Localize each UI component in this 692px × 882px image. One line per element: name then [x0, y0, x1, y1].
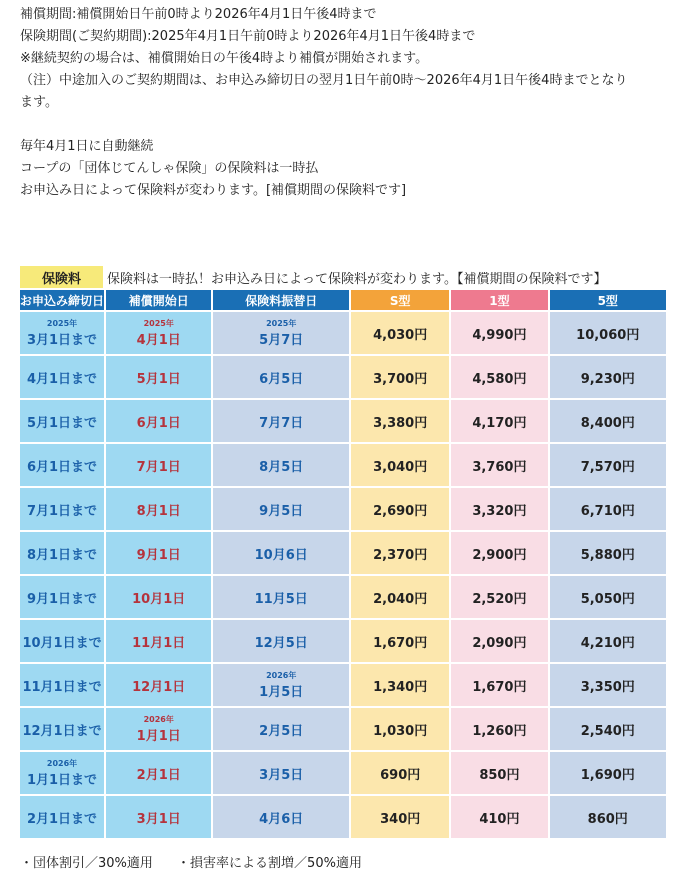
cell-value: 12月1日: [132, 679, 186, 695]
cell-value: 11月5日: [254, 591, 308, 607]
cell-start-date: [106, 664, 211, 706]
cell-s-type-premium: [351, 312, 449, 354]
premium-table: [18, 288, 668, 840]
cell-value: 7月1日: [136, 459, 181, 475]
cell-value: 10月1日: [132, 591, 186, 607]
cell-value: 1月1日まで: [26, 772, 98, 788]
cell-s-type-premium: [351, 444, 449, 486]
cell-value: 1,670円: [373, 635, 428, 651]
cell-value: 4月1日: [136, 332, 181, 348]
cell-transfer-date: [213, 400, 349, 442]
cell-value: 5月1日: [136, 371, 181, 387]
renewal-note: ※継続契約の場合は、補償開始日の午後4時より補償が開始されます。: [20, 51, 429, 66]
cell-value: 4,030円: [373, 327, 428, 343]
cell-value: 3,350円: [580, 679, 635, 695]
cell-deadline: [20, 796, 104, 838]
cell-start-date: [106, 444, 211, 486]
midterm-note-end: ます。: [20, 95, 58, 110]
cell-value: 4,580円: [472, 371, 527, 387]
cell-value: 5月7日: [259, 332, 304, 348]
cell-value: 8月1日: [136, 503, 181, 519]
cell-value: 4,990円: [472, 327, 527, 343]
cell-1-type-premium: [451, 752, 547, 794]
table-row: [20, 620, 666, 662]
cell-s-type-premium: [351, 488, 449, 530]
cell-1-type-premium: [451, 708, 547, 750]
cell-s-type-premium: [351, 532, 449, 574]
cell-1-type-premium: [451, 532, 547, 574]
cell-transfer-date: [213, 752, 349, 794]
caption-note: 保険料は一時払！お申込み日によって保険料が変わります。【補償期間の保険料です】: [107, 271, 607, 287]
table-header-row: [20, 290, 666, 310]
cell-s-type-premium: [351, 664, 449, 706]
premium-tag: 保険料: [20, 266, 103, 288]
cell-value: 9月1日: [136, 547, 181, 563]
cell-value: 2,540円: [580, 723, 635, 739]
year-label: 2026年: [46, 758, 78, 768]
table-row: [20, 312, 666, 354]
cell-value: 1,340円: [373, 679, 428, 695]
cell-value: 10月6日: [254, 547, 308, 563]
cell-start-date: [106, 576, 211, 618]
cell-transfer-date: [213, 664, 349, 706]
cell-transfer-date: [213, 708, 349, 750]
midterm-note: （注）中途加入のご契約期間は、お申込み締切日の翌月1日午前0時～2026年4月1日午後4時までとなり: [20, 73, 628, 88]
cell-value: 1,260円: [472, 723, 527, 739]
cell-transfer-date: [213, 356, 349, 398]
header-start-date: 補償開始日: [106, 290, 211, 310]
cell-value: 8月5日: [259, 459, 304, 475]
lump-sum-note: コープの「団体じてんしゃ保険」の保険料は一時払: [20, 161, 319, 176]
header-1-type: 1型: [451, 290, 547, 310]
cell-value: 2,040円: [373, 591, 428, 607]
cell-value: 2,690円: [373, 503, 428, 519]
cell-s-type-premium: [351, 576, 449, 618]
cell-5-type-premium: [550, 400, 667, 442]
cell-5-type-premium: [550, 752, 667, 794]
cell-value: 3月1日: [136, 811, 181, 827]
table-row: [20, 576, 666, 618]
cell-value: 7,570円: [580, 459, 635, 475]
insurance-period: 保険期間(ご契約期間):2025年4月1日午前0時より2026年4月1日午後4時まで: [20, 29, 476, 44]
loss-ratio-note: ・損害率による割増／50%適用: [177, 856, 362, 871]
cell-value: 1,030円: [373, 723, 428, 739]
cell-deadline: [20, 620, 104, 662]
cell-value: 340円: [380, 811, 421, 827]
cell-value: 4,210円: [580, 635, 635, 651]
cell-value: 6月1日まで: [26, 459, 98, 475]
cell-value: 3月1日まで: [26, 332, 98, 348]
cell-5-type-premium: [550, 576, 667, 618]
cell-value: 850円: [479, 767, 520, 783]
cell-value: 3,380円: [373, 415, 428, 431]
cell-start-date: [106, 400, 211, 442]
cell-5-type-premium: [550, 796, 667, 838]
cell-value: 2,370円: [373, 547, 428, 563]
cell-value: 2,090円: [472, 635, 527, 651]
premium-varies-note: お申込み日によって保険料が変わります。[補償期間の保険料です]: [20, 183, 407, 198]
cell-deadline: [20, 708, 104, 750]
header-transfer-date: 保険料振替日: [213, 290, 349, 310]
footnotes: [20, 852, 382, 871]
cell-1-type-premium: [451, 664, 547, 706]
cell-transfer-date: [213, 312, 349, 354]
cell-5-type-premium: [550, 444, 667, 486]
table-caption: [20, 266, 666, 288]
cell-value: 3,760円: [472, 459, 527, 475]
cell-deadline: [20, 576, 104, 618]
table-row: [20, 400, 666, 442]
cell-1-type-premium: [451, 444, 547, 486]
cell-deadline: [20, 532, 104, 574]
cell-value: 4月6日: [259, 811, 304, 827]
cell-value: 2月5日: [259, 723, 304, 739]
cell-deadline: [20, 312, 104, 354]
cell-start-date: [106, 796, 211, 838]
table-row: [20, 356, 666, 398]
cell-transfer-date: [213, 620, 349, 662]
cell-5-type-premium: [550, 356, 667, 398]
cell-value: 10,060円: [576, 327, 640, 343]
cell-value: 1月5日: [259, 684, 304, 700]
cell-value: 9月1日まで: [26, 591, 98, 607]
cell-s-type-premium: [351, 356, 449, 398]
cell-s-type-premium: [351, 620, 449, 662]
cell-5-type-premium: [550, 664, 667, 706]
table-row: [20, 664, 666, 706]
cell-value: 2,520円: [472, 591, 527, 607]
cell-value: 3月5日: [259, 767, 304, 783]
table-row: [20, 532, 666, 574]
header-5-type: 5型: [550, 290, 667, 310]
header-deadline: お申込み締切日: [20, 290, 104, 310]
cell-value: 6,710円: [580, 503, 635, 519]
coverage-period: 補償期間:補償開始日午前0時より2026年4月1日午後4時まで: [20, 7, 377, 22]
cell-deadline: [20, 356, 104, 398]
cell-value: 2月1日: [136, 767, 181, 783]
cell-transfer-date: [213, 796, 349, 838]
cell-deadline: [20, 664, 104, 706]
group-discount-note: ・団体割引／30%適用: [20, 856, 153, 871]
cell-value: 1,690円: [580, 767, 635, 783]
table-row: [20, 488, 666, 530]
cell-value: 12月5日: [254, 635, 308, 651]
cell-value: 3,320円: [472, 503, 527, 519]
cell-value: 8,400円: [580, 415, 635, 431]
cell-start-date: [106, 312, 211, 354]
cell-transfer-date: [213, 532, 349, 574]
cell-value: 3,700円: [373, 371, 428, 387]
cell-value: 5月1日まで: [26, 415, 98, 431]
auto-renewal: 毎年4月1日に自動継続: [20, 139, 154, 154]
cell-value: 5,050円: [580, 591, 635, 607]
cell-value: 12月1日まで: [22, 723, 102, 739]
cell-1-type-premium: [451, 576, 547, 618]
table-row: [20, 708, 666, 750]
cell-s-type-premium: [351, 708, 449, 750]
cell-value: 410円: [479, 811, 520, 827]
cell-5-type-premium: [550, 620, 667, 662]
table-row: [20, 796, 666, 838]
cell-value: 1,670円: [472, 679, 527, 695]
year-label: 2025年: [46, 318, 78, 328]
cell-start-date: [106, 752, 211, 794]
cell-value: 4月1日まで: [26, 371, 98, 387]
cell-5-type-premium: [550, 312, 667, 354]
cell-value: 5,880円: [580, 547, 635, 563]
cell-value: 860円: [587, 811, 628, 827]
cell-value: 3,040円: [373, 459, 428, 475]
cell-s-type-premium: [351, 796, 449, 838]
cell-start-date: [106, 532, 211, 574]
cell-value: 6月1日: [136, 415, 181, 431]
cell-value: 7月7日: [259, 415, 304, 431]
cell-1-type-premium: [451, 620, 547, 662]
cell-value: 9月5日: [259, 503, 304, 519]
cell-value: 6月5日: [259, 371, 304, 387]
cell-1-type-premium: [451, 488, 547, 530]
cell-s-type-premium: [351, 752, 449, 794]
cell-value: 1月1日: [136, 728, 181, 744]
cell-1-type-premium: [451, 356, 547, 398]
table-row: [20, 752, 666, 794]
cell-transfer-date: [213, 444, 349, 486]
cell-value: 9,230円: [580, 371, 635, 387]
cell-deadline: [20, 488, 104, 530]
table-row: [20, 444, 666, 486]
cell-value: 2月1日まで: [26, 811, 98, 827]
cell-s-type-premium: [351, 400, 449, 442]
cell-value: 4,170円: [472, 415, 527, 431]
cell-transfer-date: [213, 576, 349, 618]
cell-start-date: [106, 356, 211, 398]
cell-value: 7月1日まで: [26, 503, 98, 519]
cell-value: 690円: [380, 767, 421, 783]
cell-5-type-premium: [550, 532, 667, 574]
cell-deadline: [20, 752, 104, 794]
year-label: 2025年: [266, 318, 297, 328]
year-label: 2025年: [143, 318, 174, 328]
intro-text: [20, 4, 682, 202]
cell-5-type-premium: [550, 488, 667, 530]
cell-value: 11月1日まで: [22, 679, 102, 695]
year-label: 2026年: [143, 714, 174, 724]
cell-5-type-premium: [550, 708, 667, 750]
cell-start-date: [106, 488, 211, 530]
header-s-type: S型: [351, 290, 449, 310]
cell-start-date: [106, 708, 211, 750]
cell-value: 2,900円: [472, 547, 527, 563]
cell-deadline: [20, 400, 104, 442]
cell-deadline: [20, 444, 104, 486]
cell-start-date: [106, 620, 211, 662]
cell-value: 10月1日まで: [22, 635, 102, 651]
year-label: 2026年: [266, 670, 297, 680]
cell-transfer-date: [213, 488, 349, 530]
cell-value: 8月1日まで: [26, 547, 98, 563]
cell-1-type-premium: [451, 400, 547, 442]
cell-1-type-premium: [451, 796, 547, 838]
cell-value: 11月1日: [132, 635, 186, 651]
premium-table-section: [20, 266, 666, 840]
cell-1-type-premium: [451, 312, 547, 354]
